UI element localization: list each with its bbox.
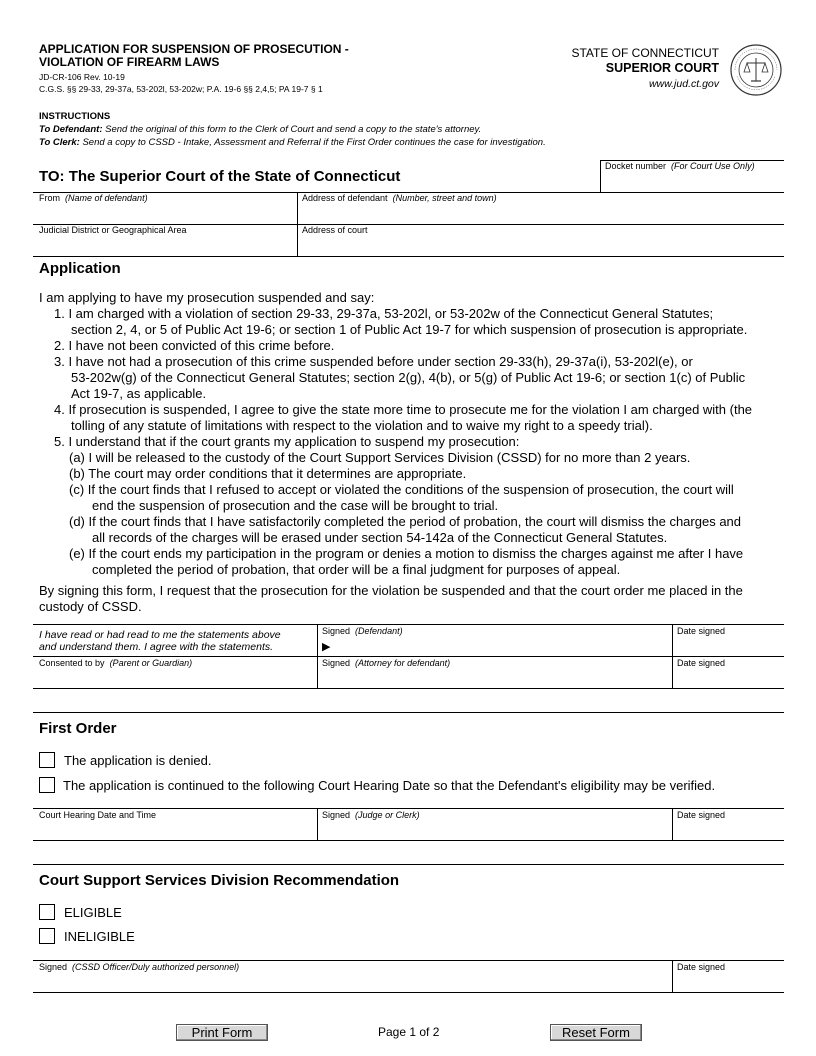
agreement-statement — [39, 629, 281, 653]
address-court-field[interactable] — [302, 225, 368, 235]
agreement-statement-line2: and understand them. I agree with the statements. — [39, 641, 274, 653]
docket-label: Docket number — [605, 161, 667, 171]
application-line: completed the period of probation, that order will be a final judgment for purposes of appeal. — [92, 562, 621, 577]
district-field[interactable] — [39, 225, 187, 235]
consented-field[interactable] — [39, 658, 192, 668]
denied-checkbox[interactable] — [39, 752, 55, 768]
instructions-clerk-text: Send a copy to CSSD - Intake, Assessment and Referral if the First Order continues the case for investigation. — [79, 137, 546, 148]
agreement-statement-line1: I have read or had read to me the statements above — [39, 629, 281, 641]
instructions-defendant-text: Send the original of this form to the Clerk of Court and send a copy to the state's attorney. — [102, 124, 482, 135]
application-line: (a) I will be released to the custody of the Court Support Services Division (CSSD) for no more than 2 years. — [69, 450, 691, 465]
ineligible-label: INELIGIBLE — [64, 929, 135, 944]
state-seal-icon — [729, 43, 783, 97]
cssd-signature-field[interactable] — [39, 962, 239, 972]
judge-signature-field[interactable] — [322, 810, 420, 820]
eligible-label: ELIGIBLE — [64, 905, 122, 920]
application-line: tolling of any statute of limitations with respect to the violation and to waive my right to a speedy trial). — [71, 418, 653, 433]
form-title-line1: APPLICATION FOR SUSPENSION OF PROSECUTION - — [39, 42, 349, 56]
signed-label: Signed — [322, 810, 351, 820]
district-label: Judicial District or Geographical Area — [39, 225, 187, 235]
instructions-defendant-label: To Defendant: — [39, 124, 103, 135]
first-order-heading: First Order — [39, 720, 117, 737]
application-line: 2. I have not been convicted of this crime before. — [54, 338, 335, 353]
application-heading: Application — [39, 260, 121, 277]
address-court-label: Address of court — [302, 225, 368, 235]
application-intro: I am applying to have my prosecution suspended and say: — [39, 290, 375, 305]
date-signed-defendant-field[interactable]: Date signed — [677, 626, 726, 636]
ineligible-checkbox[interactable] — [39, 928, 55, 944]
denied-label: The application is denied. — [64, 753, 212, 768]
form-title-line2: VIOLATION OF FIREARM LAWS — [39, 55, 220, 69]
address-defendant-field[interactable] — [302, 193, 497, 203]
court-name: SUPERIOR COURT — [605, 61, 719, 75]
signed-cssd-note: (CSSD Officer/Duly authorized personnel) — [72, 962, 240, 972]
application-line: (d) If the court finds that I have satisfactorily completed the period of probation, the court will dismiss the charges and — [69, 514, 742, 529]
signed-label: Signed — [322, 626, 351, 636]
signed-attorney-note: (Attorney for defendant) — [355, 658, 451, 668]
application-line: 53-202w(g) of the Connecticut General Statutes; section 2(g), 4(b), or 5(g) of Public Act 19-6; or section 1(c) of Public — [71, 370, 746, 385]
address-defendant-label: Address of defendant — [302, 193, 388, 203]
application-line: Act 19-7, as applicable. — [71, 386, 207, 401]
from-label: From — [39, 193, 60, 203]
state-name: STATE OF CONNECTICUT — [571, 46, 719, 60]
continued-checkbox[interactable] — [39, 777, 55, 793]
application-line: (e) If the court ends my participation in the program or denies a motion to dismiss the charges against me after I have — [69, 546, 744, 561]
instructions-heading: INSTRUCTIONS — [39, 111, 111, 122]
docket-number-field[interactable] — [605, 161, 755, 171]
attorney-signature-field[interactable] — [322, 658, 450, 668]
instructions-clerk — [39, 137, 546, 148]
closing-line-2: custody of CSSD. — [39, 599, 142, 614]
form-title — [39, 43, 349, 69]
to-line: TO: The Superior Court of the State of Connecticut — [39, 168, 401, 185]
instructions-defendant — [39, 124, 481, 135]
eligible-checkbox[interactable] — [39, 904, 55, 920]
consented-note: (Parent or Guardian) — [109, 658, 193, 668]
application-line: 4. If prosecution is suspended, I agree to give the state more time to prosecute me for the violation I am charged with (the — [54, 402, 753, 417]
defendant-signature-field[interactable] — [322, 626, 403, 636]
closing-line-1: By signing this form, I request that the prosecution for the violation be suspended and that the court order me placed in the — [39, 583, 743, 598]
instructions-clerk-label: To Clerk: — [39, 137, 80, 148]
page-number: Page 1 of 2 — [378, 1025, 440, 1039]
from-field[interactable] — [39, 193, 148, 203]
hearing-date-field[interactable]: Court Hearing Date and Time — [39, 810, 157, 820]
continued-label: The application is continued to the following Court Hearing Date so that the Defendant's eligibility may be verified. — [63, 778, 716, 793]
docket-note: (For Court Use Only) — [671, 161, 755, 171]
form-id: JD-CR-106 Rev. 10-19 — [39, 72, 125, 82]
application-line: 5. I understand that if the court grants my application to suspend my prosecution: — [54, 434, 520, 449]
cssd-heading: Court Support Services Division Recommendation — [39, 872, 400, 889]
signed-label: Signed — [39, 962, 68, 972]
signature-arrow-icon: ▶ — [322, 641, 331, 653]
application-line: end the suspension of prosecution and the case will be brought to trial. — [92, 498, 499, 513]
application-line: section 2, 4, or 5 of Public Act 19-6; or section 1 of Public Act 19-7 for which suspension of prosecution is appropriate. — [71, 322, 748, 337]
signed-defendant-note: (Defendant) — [355, 626, 403, 636]
address-defendant-note: (Number, street and town) — [392, 193, 497, 203]
application-line: 1. I am charged with a violation of section 29-33, 29-37a, 53-202l, or 53-202w of the Connecticut General Statutes; — [54, 306, 714, 321]
date-signed-attorney-field[interactable]: Date signed — [677, 658, 726, 668]
signed-judge-note: (Judge or Clerk) — [355, 810, 420, 820]
consented-label: Consented to by — [39, 658, 105, 668]
reset-form-button[interactable]: Reset Form — [550, 1024, 642, 1041]
print-form-button[interactable]: Print Form — [176, 1024, 268, 1041]
application-line: (b) The court may order conditions that it determines are appropriate. — [69, 466, 467, 481]
application-line: (c) If the court finds that I refused to accept or violated the conditions of the suspension of prosecution, the court will — [69, 482, 734, 497]
application-line: 3. I have not had a prosecution of this crime suspended before under section 29-33(h), 29-37a(i), 53-202l(e), or — [54, 354, 693, 369]
date-signed-cssd-field[interactable]: Date signed — [677, 962, 726, 972]
website: www.jud.ct.gov — [648, 78, 719, 90]
date-signed-judge-field[interactable]: Date signed — [677, 810, 726, 820]
from-note: (Name of defendant) — [65, 193, 148, 203]
statutes: C.G.S. §§ 29-33, 29-37a, 53-202l, 53-202w; P.A. 19-6 §§ 2,4,5; PA 19-7 § 1 — [39, 84, 323, 94]
signed-label: Signed — [322, 658, 351, 668]
application-line: all records of the charges will be erased under section 54-142a of the Connecticut General Statutes. — [92, 530, 668, 545]
